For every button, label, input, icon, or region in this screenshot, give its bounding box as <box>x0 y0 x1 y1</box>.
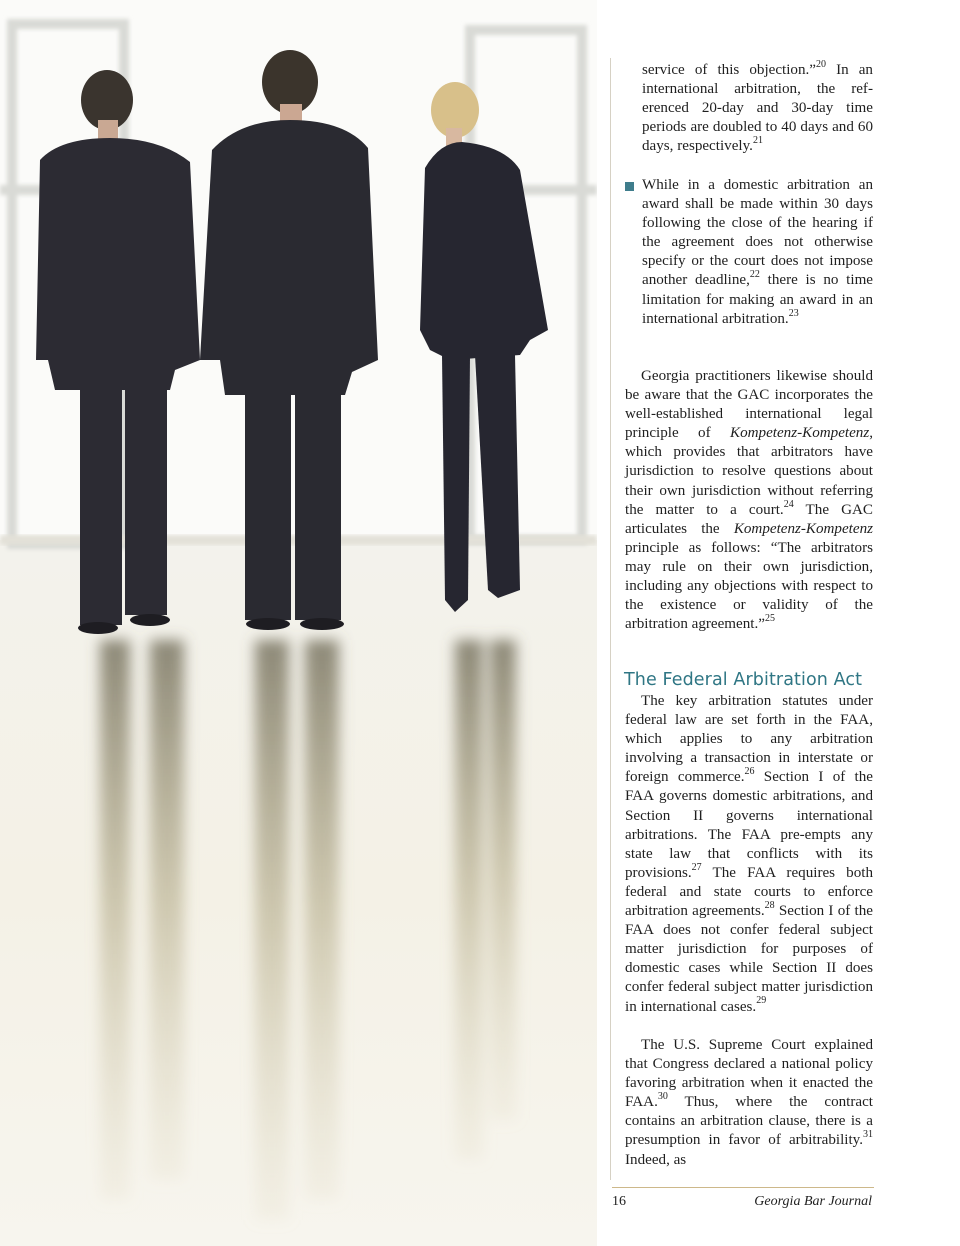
text-run: Section I of the FAA does not confer federal subject matter jurisdiction for purposes of domestic cases while Section II does confer federal subject matter jurisdiction in international cases. <box>625 903 873 1015</box>
text-run: service of this objection.” <box>642 62 816 78</box>
text-run: The FAA requires both federal and state courts to enforce arbitration agreements. <box>625 864 873 920</box>
footnote-ref: 21 <box>752 135 763 147</box>
faa-paragraph <box>625 692 873 1017</box>
text-run: The U.S. Supreme Court explained that Congress declared a national policy favoring arbitration when it enacted the FAA. <box>625 1037 873 1111</box>
journal-title: Georgia Bar Journal <box>754 1194 872 1209</box>
text-run: The key arbitration statutes under federal law are set forth in the FAA, which applies to any arbitration involving a transaction in interstate or foreign commerce. <box>625 693 873 786</box>
footnote-ref: 24 <box>783 498 794 510</box>
footnote-ref: 22 <box>749 269 760 281</box>
footnote-ref: 29 <box>756 995 767 1007</box>
text-run: The GAC articulates the <box>625 501 874 537</box>
text-run: Indeed, as <box>625 1151 687 1168</box>
text-run: principle as follows: “The arbitrators may rule on their own jurisdiction, including any objections with respect to the existence or validity of the arbitration agreement.” <box>625 539 873 633</box>
section-heading: The Federal Arbitration Act <box>624 670 863 690</box>
footnote-ref: 20 <box>816 58 826 70</box>
text-run: , which provides that arbitrators have jurisdiction to resolve questions about their own jurisdiction without referring the matter to a court. <box>625 425 873 518</box>
continuation-paragraph <box>625 58 873 156</box>
footnote-ref: 30 <box>657 1091 668 1103</box>
square-bullet-icon <box>625 182 634 191</box>
footnote-ref: 26 <box>744 766 755 778</box>
text-run: While in a domestic arbitration an award shall be made within 30 days following the close of the hearing if the agreement does not otherwise specify or the court does not impose another deadline, <box>642 177 873 289</box>
article-column <box>610 58 875 1180</box>
text-run: In an international arbitration, the referenced 20-day and 30-day time periods are doubled to 40 days and 60 days, respectively. <box>642 62 873 155</box>
italic-term: Kompetenz-Kompetenz <box>733 520 873 537</box>
page-number: 16 <box>612 1194 626 1209</box>
footnote-ref: 25 <box>764 613 775 625</box>
footer-divider <box>612 1187 874 1188</box>
bullet-list <box>625 176 873 329</box>
text-run: there is no time limitation for making an award in an international arbitration. <box>642 272 874 327</box>
footnote-ref: 31 <box>863 1129 873 1141</box>
footnote-ref: 23 <box>788 307 799 319</box>
text-run: Thus, where the contract contains an arbitration clause, there is a presumption in favor of arbitrability. <box>625 1094 873 1149</box>
footnote-ref: 27 <box>691 861 702 873</box>
text-run: Georgia practitioners likewise should be aware that the GAC incorporates the well-established international legal principle of <box>625 368 873 442</box>
supreme-court-paragraph <box>625 1036 873 1170</box>
footnote-ref: 28 <box>764 900 775 911</box>
georgia-paragraph <box>625 367 873 634</box>
italic-term: Kompetenz-Kompetenz <box>730 425 870 442</box>
list-item <box>625 176 873 329</box>
text-run: Section I of the FAA governs domestic arbitrations, and Section II governs international arbitrations. The FAA pre-empts any state law that conflicts with its provisions. <box>625 769 873 881</box>
